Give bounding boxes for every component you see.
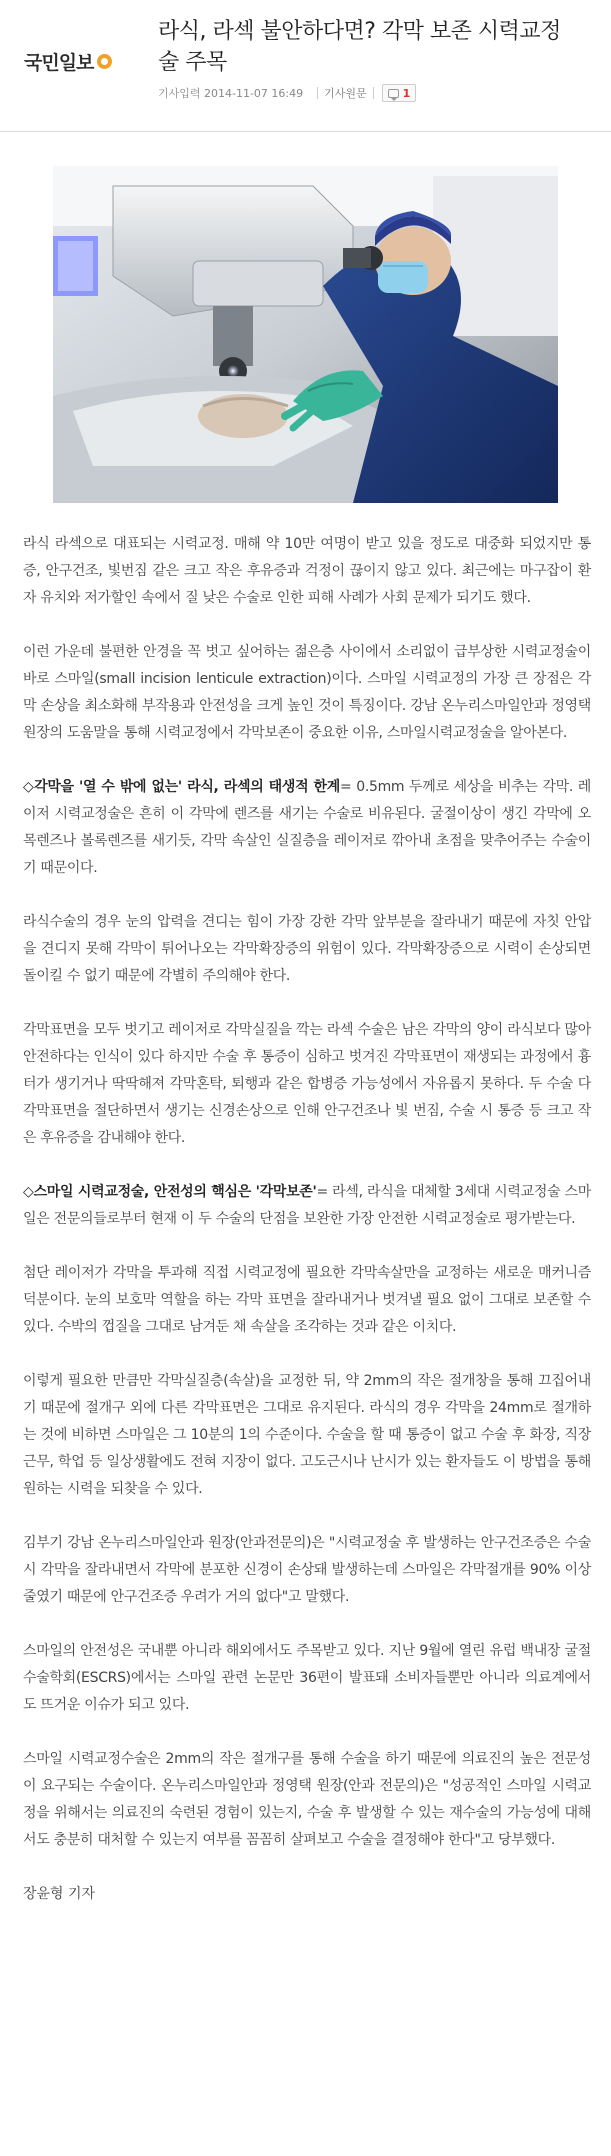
article-paragraph-5 — [23, 1017, 591, 1152]
comment-button[interactable] — [382, 84, 417, 102]
comment-count: 1 — [402, 86, 411, 100]
logo-text: 국민일보 — [24, 52, 94, 74]
article-paragraph-2 — [23, 639, 591, 747]
surgery-photo-illustration — [53, 166, 558, 503]
article-paragraph-4 — [23, 909, 591, 990]
article-photo — [53, 166, 558, 503]
article-paragraph-11 — [23, 1746, 591, 1854]
article-paragraph-6 — [23, 1179, 591, 1233]
paragraph-text: 라식 라섹으로 대표되는 시력교정. 매해 약 10만 여명이 받고 있을 정도로 대중화 되었지만 통증, 안구건조, 빛번짐 같은 크고 작은 후유증과 걱정이 끊이지 않고 있다. 최근에는 마구잡이 환자 유치와 저가할인 속에서 질 낮은 수술로 인한 피해 사례가 사회 문제가 되기도 했다. — [23, 536, 591, 606]
reporter-byline: 장윤형 기자 — [23, 1886, 96, 1902]
article-title: 라식, 라섹 불안하다면? 각막 보존 시력교정술 주목 — [158, 19, 561, 75]
paragraph-text: 김부기 강남 온누리스마일안과 원장(안과전문의)은 "시력교정술 후 발생하는 안구건조증은 수술시 각막을 잘라내면서 각막에 분포한 신경이 손상돼 발생하는데 스마일은 각막절개를 90% 이상 줄였기 때문에 안구건조증 우려가 거의 없다"고 말했다. — [23, 1535, 591, 1605]
section-heading: ◇스마일 시력교정술, 안전성의 핵심은 '각막보존' — [23, 1184, 317, 1200]
article-header — [0, 0, 611, 132]
divider — [373, 87, 374, 99]
article-paragraph-7 — [23, 1260, 591, 1341]
article-paragraph-10 — [23, 1638, 591, 1719]
published-date: 기사입력 2014-11-07 16:49 — [158, 87, 304, 100]
paragraph-text: = 0.5mm 두께로 세상을 비추는 각막. 레이저 시력교정술은 흔히 이 각막에 렌즈를 새기는 수술로 비유된다. 굴절이상이 생긴 각막에 오목렌즈나 볼록렌즈를 새기듯, 각막 속살인 실질층을 레이저로 깎아내 초점을 맞추어주는 수술이기 때문이다. — [23, 779, 591, 876]
divider — [317, 87, 318, 99]
paragraph-text: = 라섹, 라식을 대체할 3세대 시력교정술 스마일은 전문의들로부터 현재 이 두 수술의 단점을 보완한 가장 안전한 시력교정술로 평가받는다. — [23, 1184, 591, 1227]
article-paragraph-3 — [23, 774, 591, 882]
article-paragraph-9 — [23, 1530, 591, 1611]
paragraph-text: 스마일 시력교정수술은 2mm의 작은 절개구를 통해 수술을 하기 때문에 의료진의 높은 전문성이 요구되는 수술이다. 온누리스마일안과 정영택 원장(안과 전문의)은 "성공적인 스마일 시력교정을 위해서는 의료진의 숙련된 경험이 있는지, 수술 후 발생할 수 있는 재수술의 가능성에 대해서도 충분히 대처할 수 있는지 여부를 꼼꼼히 살펴보고 수술을 결정해야 한다"고 당부했다. — [23, 1751, 591, 1848]
paragraph-text: 라식수술의 경우 눈의 압력을 견디는 힘이 가장 강한 각막 앞부분을 잘라내기 때문에 자칫 안압을 견디지 못해 각막이 튀어나오는 각막확장증의 위험이 있다. 각막확장증으로 시력이 손상되면 돌이킬 수 없기 때문에 각별히 주의해야 한다. — [23, 914, 591, 984]
section-heading: ◇각막을 '열 수 밖에 없는' 라식, 라섹의 태생적 한계 — [23, 779, 340, 795]
article-paragraph-1 — [23, 531, 591, 612]
comment-icon — [388, 89, 399, 98]
paragraph-text: 이렇게 필요한 만큼만 각막실질층(속살)을 교정한 뒤, 약 2mm의 작은 절개창을 통해 끄집어내기 때문에 절개구 외에 다른 각막표면은 그대로 유지된다. 라식의 경우 각막을 24mm로 절개하는 것에 비하면 스마일은 그 10분의 1의 수준이다. 수술을 할 때 통증이 없고 수술 후 화장, 직장근무, 학업 등 일상생활에도 전혀 지장이 없다. 고도근시나 난시가 있는 환자들도 이 방법을 통해 원하는 시력을 되찾을 수 있다. — [23, 1373, 591, 1497]
paragraph-text: 스마일의 안전성은 국내뿐 아니라 해외에서도 주목받고 있다. 지난 9월에 열린 유럽 백내장 굴절수술학회(ESCRS)에서는 스마일 관련 논문만 36편이 발표돼 소비자들뿐만 아니라 의료계에서도 뜨거운 이슈가 되고 있다. — [23, 1643, 591, 1713]
article-paragraph-8 — [23, 1368, 591, 1503]
logo-badge-icon — [97, 54, 112, 69]
original-article-link[interactable]: 기사원문 — [324, 87, 367, 100]
article-body — [23, 531, 591, 1908]
paragraph-text: 첨단 레이저가 각막을 투과해 직접 시력교정에 필요한 각막속살만을 교정하는 새로운 매커니즘 덕분이다. 눈의 보호막 역할을 하는 각막 표면을 잘라내거나 벗겨낼 필요 없이 그대로 보존할 수 있다. 수박의 껍질을 그대로 남겨둔 채 속살을 조각하는 것과 같은 이치다. — [23, 1265, 591, 1335]
paragraph-text: 각막표면을 모두 벗기고 레이저로 각막실질을 깍는 라섹 수술은 남은 각막의 양이 라식보다 많아 안전하다는 인식이 있다 하지만 수술 후 통증이 심하고 벗겨진 각막표면이 재생되는 과정에서 흉터가 생기거나 딱딱해져 각막혼탁, 퇴행과 같은 합병증 가능성에서 자유롭지 못하다. 두 수술 다 각막표면을 절단하면서 생기는 신경손상으로 인해 안구건조나 빛 번짐, 수술 시 통증 등 크고 작은 후유증을 감내해야 한다. — [23, 1022, 591, 1146]
paragraph-text: 이런 가운데 불편한 안경을 꼭 벗고 싶어하는 젊은층 사이에서 소리없이 급부상한 시력교정술이 바로 스마일(small incision lenticule extraction)이다. 스마일 시력교정의 가장 큰 장점은 각막 손상을 최소화해 부작용과 안전성을 크게 높인 것이 특징이다. 강남 온누리스마일안과 정영택 원장의 도움말을 통해 시력교정에서 각막보존이 중요한 이유, 스마일시력교정술을 알아본다. — [23, 644, 591, 741]
article-meta — [158, 84, 416, 102]
newspaper-logo[interactable] — [24, 48, 112, 75]
